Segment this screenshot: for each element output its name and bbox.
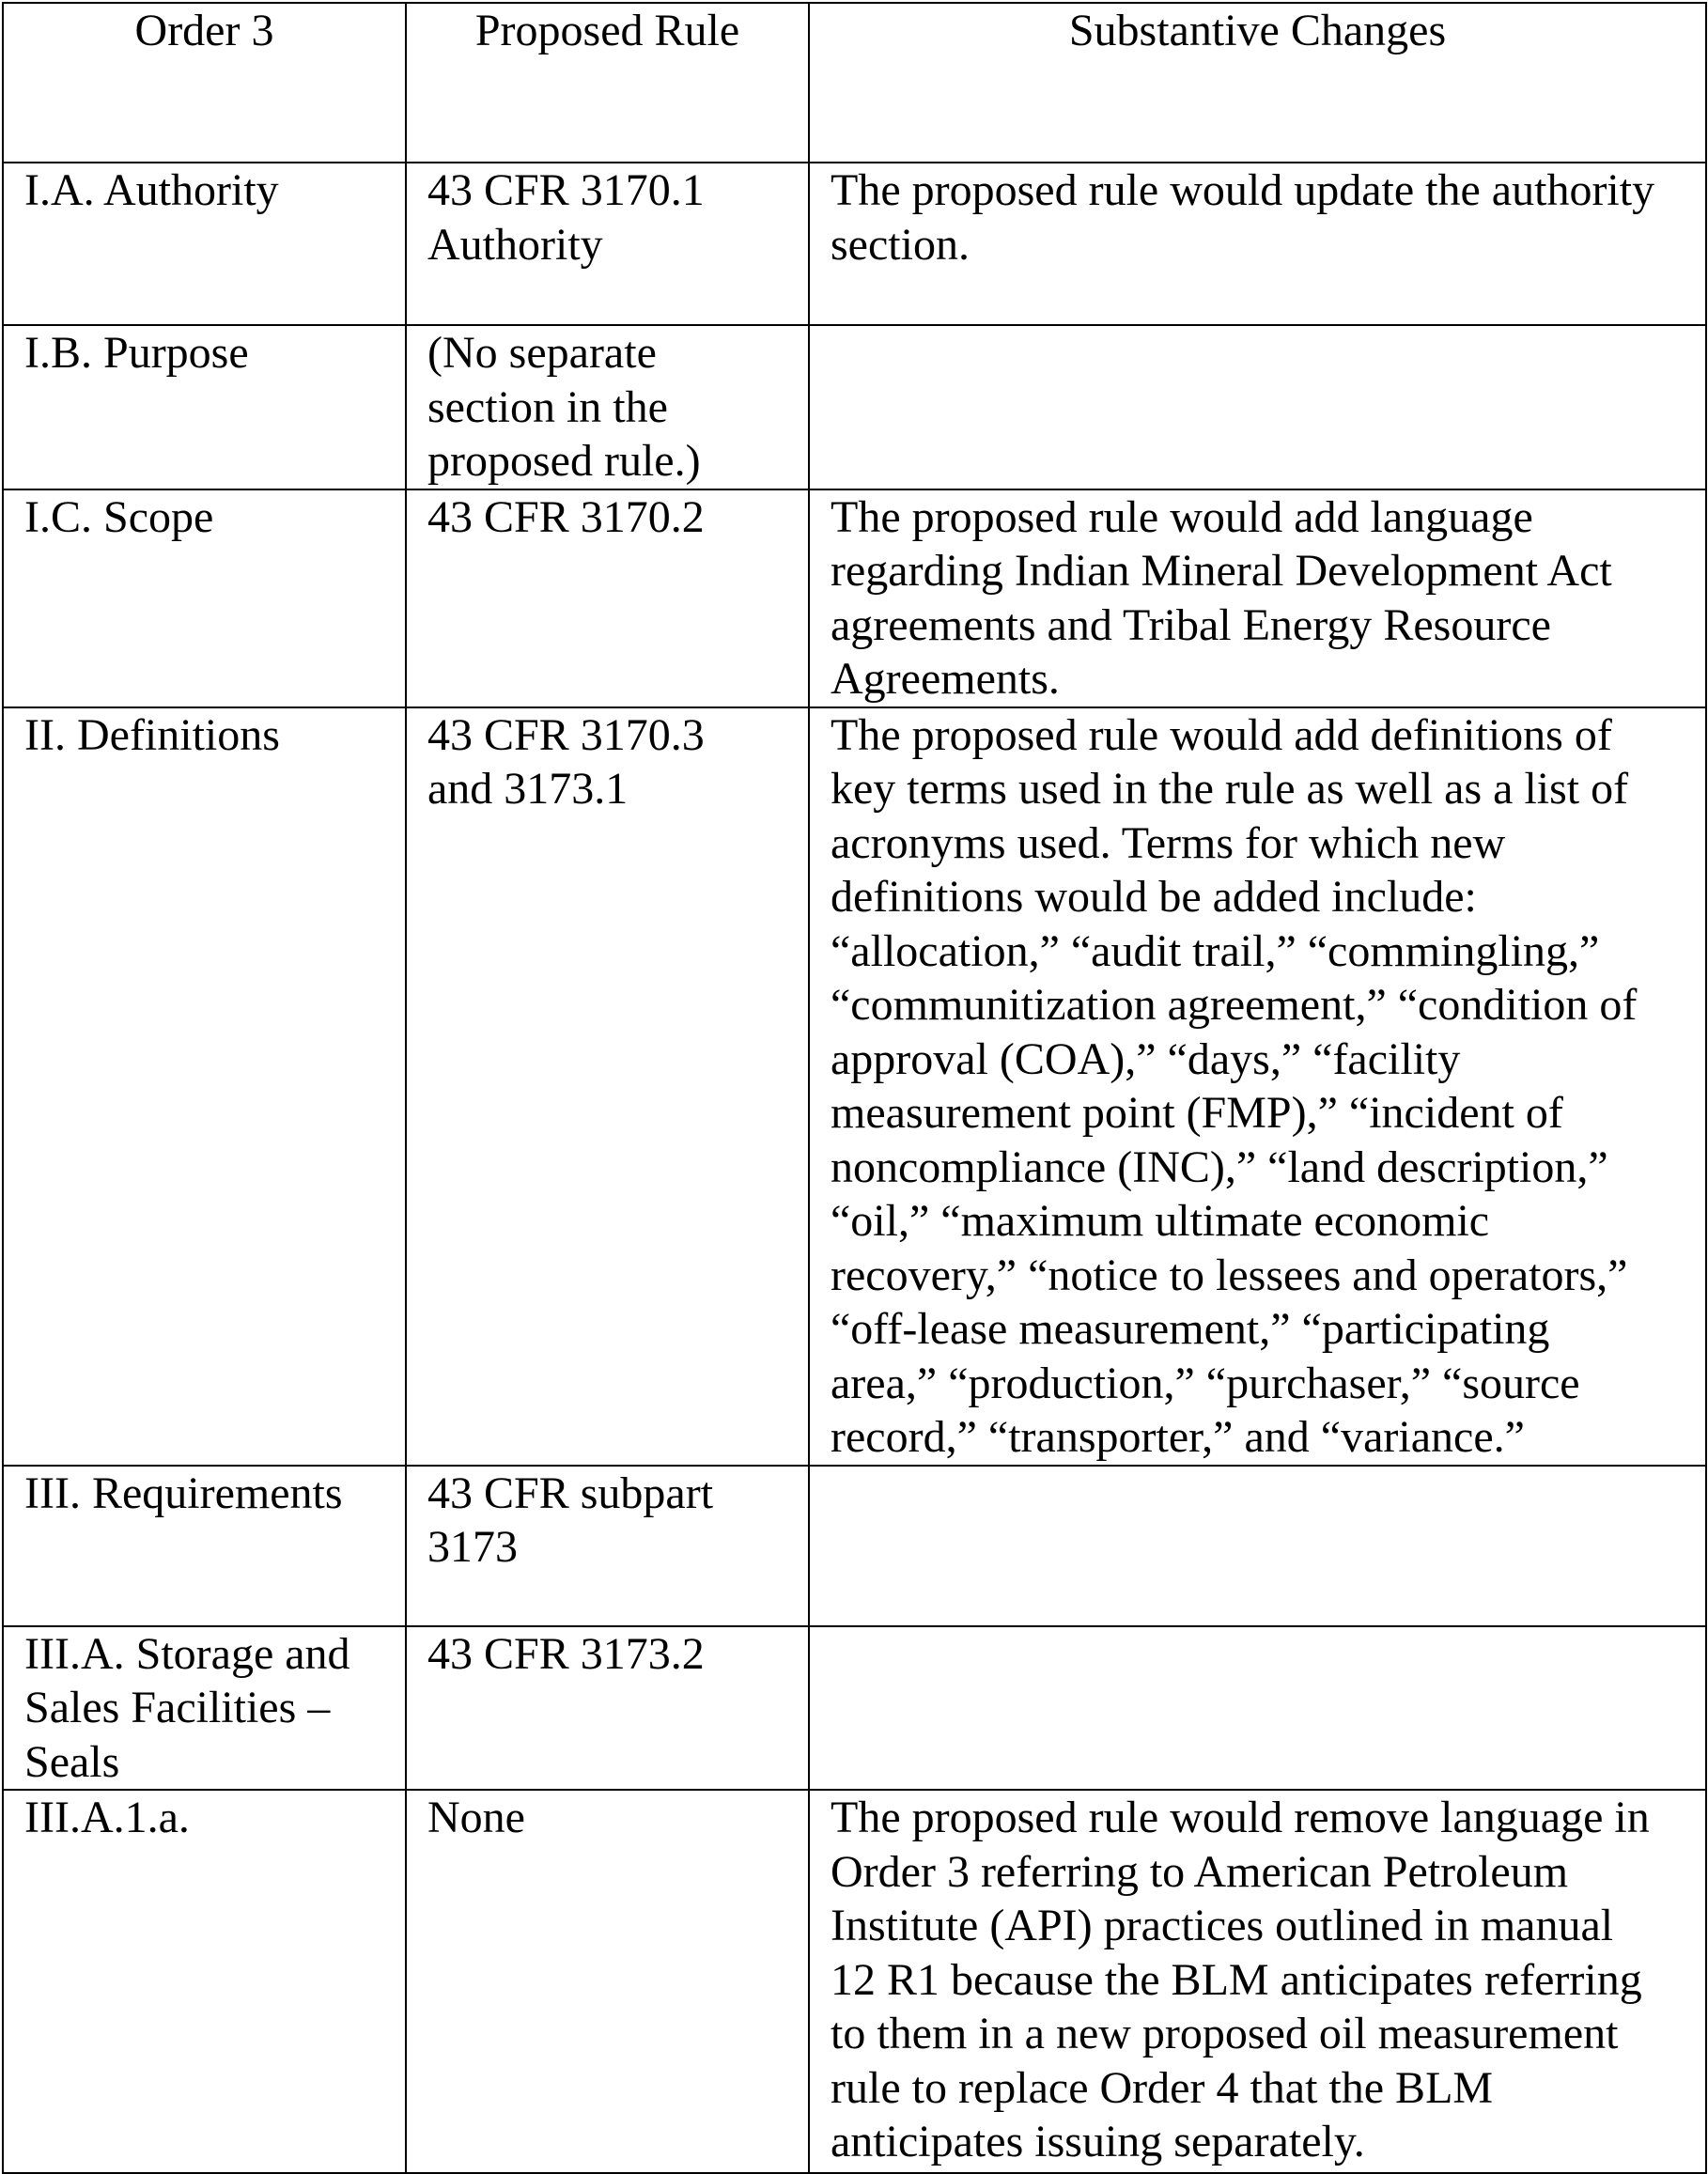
cell-changes (809, 1626, 1706, 1791)
cell-proposed-rule (406, 1790, 809, 2173)
cell-text: 43 CFR 3170.2 (427, 491, 705, 542)
table-row (3, 1790, 1706, 2173)
cell-changes (809, 489, 1706, 707)
table-row (3, 707, 1706, 1466)
cell-text: 43 CFR 3170.3 and 3173.1 (427, 709, 705, 814)
cell-order3 (3, 1466, 406, 1626)
cell-changes (809, 707, 1706, 1466)
table-row (3, 489, 1706, 707)
cell-text: None (427, 1793, 525, 1842)
cell-order3 (3, 1626, 406, 1791)
table-row (3, 1626, 1706, 1791)
cell-order3 (3, 707, 406, 1466)
cell-text: The proposed rule would add definitions of key terms used in the rule as well as a list of acronyms used. Terms for which new definitions would be added include: “allocation,” “audit trail,” “commingling,” “communitization agreement,” “condition of approval (COA),” “days,” “facility measurement point (FMP),” “incident of noncompliance (INC),” “land description,” “oil,” “maximum ultimate economic recovery,” “notice to lessees and operators,” “off-lease measurement,” “participating area,” “production,” “purchaser,” “source record,” “transporter,” and “variance.” (831, 709, 1638, 1462)
header-order3: Order 3 (3, 3, 406, 163)
table-row (3, 1466, 1706, 1626)
cell-text: III.A. Storage and Sales Facilities – Seals (24, 1628, 350, 1787)
cell-proposed-rule (406, 489, 809, 707)
cell-changes (809, 1790, 1706, 2173)
cell-text: The proposed rule would add language regarding Indian Mineral Development Act agreements and Tribal Energy Resource Agreements. (831, 491, 1612, 704)
cell-changes (809, 1466, 1706, 1626)
cell-changes (809, 163, 1706, 325)
cell-proposed-rule (406, 325, 809, 489)
cell-text: I.A. Authority (24, 165, 279, 215)
header-substantive-changes: Substantive Changes (809, 3, 1706, 163)
comparison-table (2, 2, 1707, 2174)
cell-proposed-rule (406, 707, 809, 1466)
cell-proposed-rule (406, 1466, 809, 1626)
cell-changes (809, 325, 1706, 489)
cell-order3 (3, 1790, 406, 2173)
cell-text: I.C. Scope (24, 491, 214, 542)
cell-text: 43 CFR 3170.1 Authority (427, 165, 705, 270)
cell-text: 43 CFR subpart 3173 (427, 1467, 714, 1572)
cell-text: 43 CFR 3173.2 (427, 1628, 705, 1679)
cell-proposed-rule (406, 1626, 809, 1791)
table-row (3, 163, 1706, 325)
cell-text: I.B. Purpose (24, 328, 249, 378)
cell-text: III.A.1.a. (24, 1793, 190, 1842)
cell-order3 (3, 163, 406, 325)
cell-text: The proposed rule would update the authority section. (831, 165, 1655, 270)
cell-proposed-rule (406, 163, 809, 325)
table-row (3, 325, 1706, 489)
cell-text: The proposed rule would remove language in Order 3 referring to American Petroleum Institute (API) practices outlined in manual 12 R1 because the BLM anticipates referring to them in a new proposed oil measurement rule to replace Order 4 that the BLM anticipates issuing separately. (831, 1793, 1650, 2166)
header-proposed-rule: Proposed Rule (406, 3, 809, 163)
cell-text: (No separate section in the proposed rule.) (427, 328, 701, 486)
cell-order3 (3, 489, 406, 707)
cell-text: III. Requirements (24, 1467, 343, 1518)
cell-order3 (3, 325, 406, 489)
table-header-row (3, 3, 1706, 163)
cell-text: II. Definitions (24, 709, 280, 760)
